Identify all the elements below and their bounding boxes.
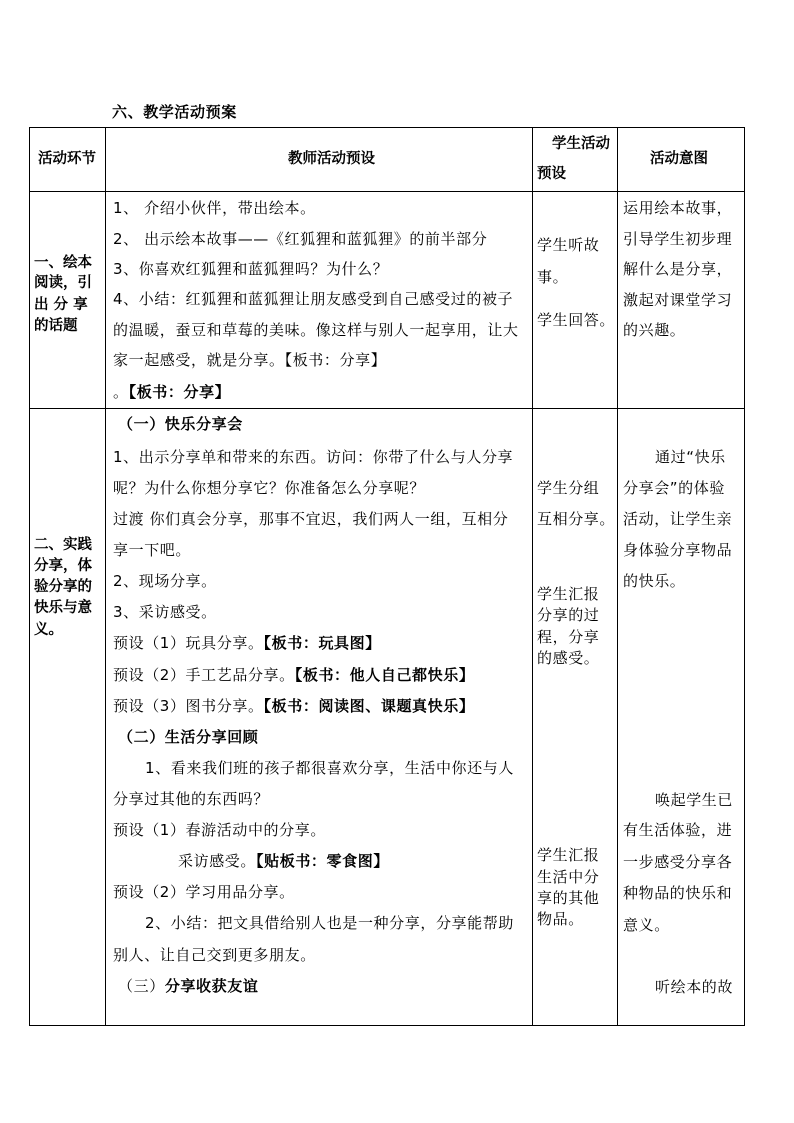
student-line: 学生回答。 [537, 311, 616, 329]
section-heading: （二）生活分享回顾 [118, 728, 259, 746]
intent-line: 通过“快乐 [655, 448, 726, 466]
stage-label: 二、实践 [34, 537, 92, 553]
table-border-bottom [29, 1025, 745, 1026]
stage-label: 验分享的 [34, 579, 92, 595]
preset-text: 预设（3）图书分享。 [113, 697, 264, 715]
stage-label: 义。 [34, 622, 63, 638]
teacher-line: 3、采访感受。 [113, 603, 217, 621]
intent-line: 听绘本的故 [655, 978, 734, 996]
preset-text: 预设（2）手工艺品分享。 [113, 666, 295, 684]
student-line: 生活中分 [537, 868, 600, 886]
teacher-line: 的温暖，蚕豆和草莓的美味。像这样与别人一起享用，让大 [113, 321, 519, 339]
section-heading [118, 976, 258, 996]
teacher-line: 预设（2）学习用品分享。 [113, 883, 295, 901]
section-title: 六、教学活动预案 [112, 103, 237, 121]
teacher-line: 2、现场分享。 [113, 572, 217, 590]
col-border [105, 127, 106, 1026]
header-student: 学生活动 [552, 136, 610, 152]
student-line: 程，分享 [537, 628, 600, 646]
intent-line: 一步感受分享各 [623, 853, 733, 871]
board-note: 【板书：玩具图】 [263, 634, 381, 652]
header-student-2: 预设 [537, 166, 566, 182]
teacher-line: 1、 介绍小伙伴，带出绘本。 [113, 199, 316, 217]
intent-line: 分享会”的体验 [623, 479, 725, 497]
table-border-top [29, 127, 745, 128]
teacher-line: 1、出示分享单和带来的东西。访问：你带了什么与人分享 [113, 448, 514, 466]
student-line: 分享的过 [537, 606, 600, 624]
intent-line: 的兴趣。 [623, 321, 686, 339]
intent-line: 身体验分享物品 [623, 541, 733, 559]
student-line: 享的其他 [537, 889, 600, 907]
intent-line: 种物品的快乐和 [623, 884, 733, 902]
student-line: 学生汇报 [537, 585, 600, 603]
intent-line: 激起对课堂学习 [623, 291, 733, 309]
punct: 。 [113, 383, 129, 401]
intent-line: 解什么是分享， [623, 260, 733, 278]
preset-line [113, 665, 474, 685]
student-line: 的感受。 [537, 649, 600, 667]
teacher-line: 预设（1）春游活动中的分享。 [113, 821, 326, 839]
board-note: 【贴板书：零食图】 [256, 852, 389, 870]
student-line: 学生汇报 [537, 846, 600, 864]
stage-label: 阅读，引 [34, 275, 92, 291]
student-line: 学生分组 [537, 479, 600, 497]
intent-line: 引导学生初步理 [623, 230, 733, 248]
col-border [29, 127, 30, 1026]
teacher-line: 分享过其他的东西吗？ [113, 790, 270, 808]
teacher-line: 家一起感受，就是分享。【板书：分享】 [113, 351, 387, 369]
intent-line: 唤起学生已 [655, 791, 734, 809]
teacher-line: 呢？为什么你想分享它？你准备怎么分享呢？ [113, 479, 426, 497]
section-title-text: 分享收获友谊 [164, 977, 259, 995]
teacher-line: 1、看来我们班的孩子都很喜欢分享，生活中你还与人 [145, 759, 514, 777]
intent-line: 有生活体验，进 [623, 821, 733, 839]
stage-label: 分享，体 [34, 558, 92, 574]
teacher-line: 2、小结：把文具借给别人也是一种分享，分享能帮助 [145, 914, 514, 932]
col-border [617, 127, 618, 1026]
stage-label: 出 分 享 [34, 297, 88, 313]
teacher-line: 2、 出示绘本故事——《红狐狸和蓝狐狸》的前半部分 [113, 230, 488, 248]
intent-line: 的快乐。 [623, 572, 686, 590]
col-border [532, 127, 533, 1026]
teacher-line [113, 382, 230, 402]
row-divider [29, 408, 745, 409]
student-line: 物品。 [537, 910, 584, 928]
board-note: 【板书：分享】 [128, 383, 231, 401]
teacher-line [178, 851, 389, 871]
header-intent: 活动意图 [650, 151, 708, 167]
student-line: 学生听故 [537, 236, 600, 254]
teacher-line: 别人、让自己交到更多朋友。 [113, 946, 316, 964]
preset-line [113, 696, 474, 716]
header-teacher: 教师活动预设 [288, 151, 375, 167]
teacher-line: 3、你喜欢红狐狸和蓝狐狸吗？为什么？ [113, 260, 389, 278]
intent-line: 运用绘本故事， [623, 199, 733, 217]
interview-text: 采访感受。 [178, 852, 257, 870]
teacher-line: 过渡 你们真会分享，那事不宜迟，我们两人一组，互相分 [113, 510, 509, 528]
board-note: 【板书：阅读图、课题真快乐】 [263, 697, 475, 715]
stage-label: 一、绘本 [34, 255, 92, 271]
header-stage: 活动环节 [38, 151, 96, 167]
stage-label: 快乐与意 [34, 600, 92, 616]
intent-line: 活动，让学生亲 [623, 510, 733, 528]
preset-text: 预设（1）玩具分享。 [113, 634, 264, 652]
student-line: 事。 [537, 268, 569, 286]
teacher-line: 4、小结：红狐狸和蓝狐狸让朋友感受到自己感受过的被子 [113, 290, 514, 308]
intent-line: 意义。 [623, 916, 670, 934]
preset-line [113, 633, 381, 653]
board-note: 【板书：他人自己都快乐】 [294, 666, 475, 684]
stage-label: 的话题 [34, 318, 78, 334]
student-line: 互相分享。 [537, 510, 616, 528]
section-number: （三） [118, 977, 165, 995]
header-divider [29, 191, 745, 192]
teacher-line: 享一下吧。 [113, 541, 192, 559]
section-heading: （一）快乐分享会 [118, 415, 243, 433]
col-border [744, 127, 745, 1026]
